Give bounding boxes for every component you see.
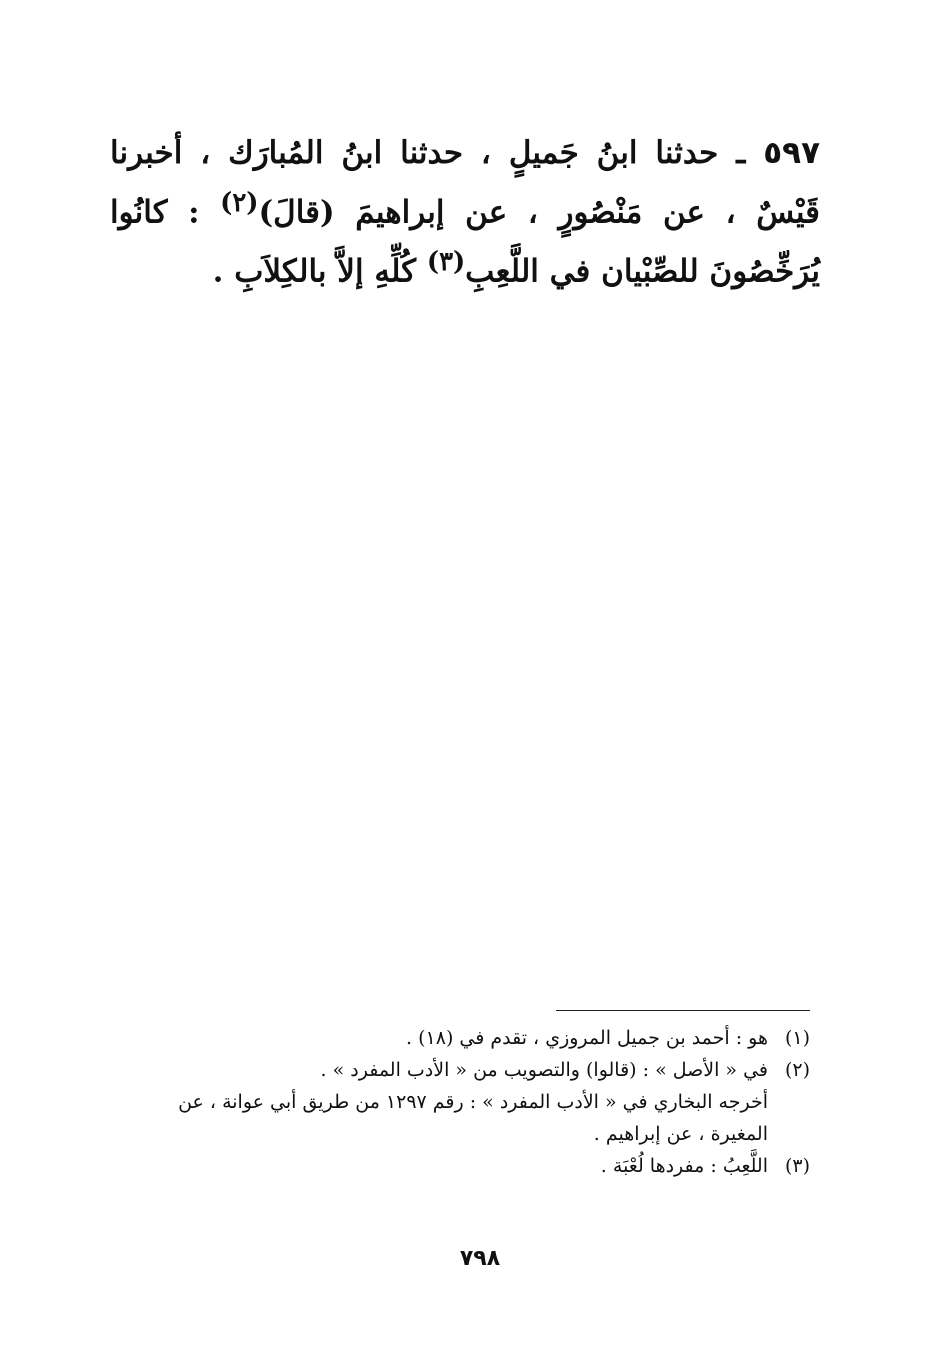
footnote-1-text: هو : أحمد بن جميل المروزي ، تقدم في (١٨) . (406, 1027, 768, 1049)
footnote-2-text: في « الأصل » : (قالوا) والتصويب من « الأدب المفرد » . (320, 1059, 768, 1081)
footnote-3-text: اللَّعِبُ : مفردها لُعْبَة . (600, 1155, 768, 1177)
footnote-ref-2: (٢) (220, 188, 259, 218)
footnote-3-number: (٣) (784, 1155, 810, 1177)
footnote-2-number: (٢) (784, 1059, 810, 1081)
page-number: ٧٩٨ (459, 1246, 501, 1271)
footnote-2 (110, 1054, 810, 1086)
footnotes (110, 1022, 810, 1182)
hadith-paragraph (110, 128, 820, 297)
footnote-1-number: (١) (784, 1027, 810, 1049)
hadith-number: ٥٩٧ (763, 135, 820, 171)
footnote-2-continuation-a: أخرجه البخاري في « الأدب المفرد » : رقم ١٢٩٧ من طريق أبي عوانة ، عن (178, 1091, 768, 1113)
footnote-separator (556, 1010, 810, 1011)
hadith-text: حدثنا ابنُ جَميلٍ ، حدثنا ابنُ المُبارَك ، أخبرنا قَيْسٌ ، عن مَنْصُورٍ ، عن إبراهيمَ (قالَ) (110, 135, 820, 231)
hadith-text-continued: : كانُوا يُرَخِّصُونَ للصِّبْيان في اللَّعِبِ (110, 194, 820, 290)
footnote-2-continuation-b: المغيرة ، عن إبراهيم . (593, 1123, 768, 1145)
hadith-text-end: كُلِّهِ إلاَّ بالكِلاَبِ . (212, 253, 427, 290)
hadith-dash: ـ (736, 135, 746, 171)
footnote-1 (110, 1022, 810, 1054)
footnote-ref-3: (٣) (426, 247, 466, 278)
footnote-3 (110, 1150, 810, 1182)
